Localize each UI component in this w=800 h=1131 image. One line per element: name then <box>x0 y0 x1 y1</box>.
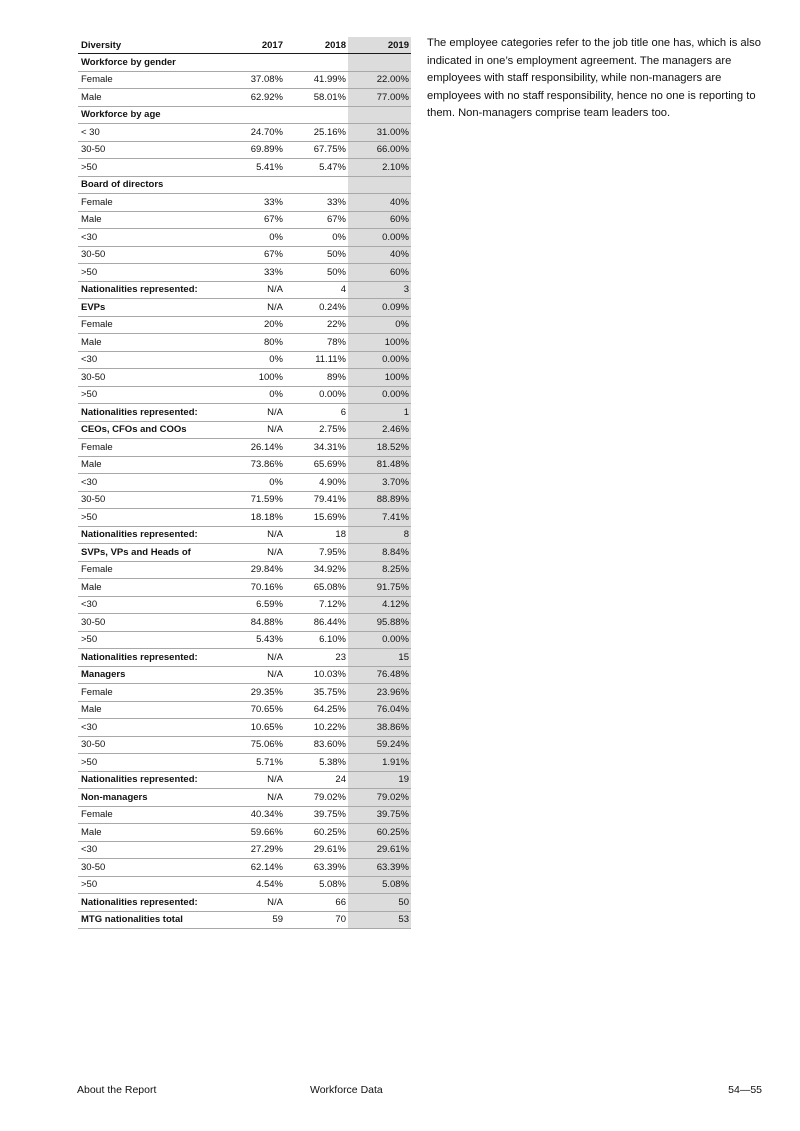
value-2017: 29.84% <box>222 561 285 579</box>
row-label: >50 <box>78 754 222 772</box>
value-2018: 65.08% <box>285 579 348 597</box>
header-diversity: Diversity <box>78 37 222 54</box>
table-row <box>78 264 411 282</box>
row-label: Non-managers <box>78 789 222 807</box>
table-row <box>78 614 411 632</box>
row-label: 30-50 <box>78 246 222 264</box>
table-row <box>78 351 411 369</box>
table-row <box>78 684 411 702</box>
value-2019: 2.10% <box>348 159 411 177</box>
value-2019: 1.91% <box>348 754 411 772</box>
row-label: < 30 <box>78 124 222 142</box>
value-2019: 88.89% <box>348 491 411 509</box>
value-2018: 79.02% <box>285 789 348 807</box>
row-label: 30-50 <box>78 141 222 159</box>
row-label: Female <box>78 71 222 89</box>
row-label: >50 <box>78 509 222 527</box>
value-2019: 100% <box>348 334 411 352</box>
table-row <box>78 211 411 229</box>
table-row <box>78 159 411 177</box>
side-note: The employee categories refer to the job title one has, which is also indicated in one’s employment agreement. The managers are employees with staff responsibility, while non-managers are employees with no staff responsibility, hence no one is reporting to them. Non-managers comprise team leaders too. <box>427 37 761 120</box>
value-2018: 89% <box>285 369 348 387</box>
row-label: Female <box>78 439 222 457</box>
value-2018: 60.25% <box>285 824 348 842</box>
row-label: EVPs <box>78 299 222 317</box>
row-label: Workforce by gender <box>78 54 222 72</box>
value-2018: 34.92% <box>285 561 348 579</box>
value-2017: 59 <box>222 911 285 929</box>
value-2018: 23 <box>285 649 348 667</box>
table-row <box>78 824 411 842</box>
value-2019: 8.84% <box>348 544 411 562</box>
row-label: SVPs, VPs and Heads of <box>78 544 222 562</box>
value-2017: N/A <box>222 299 285 317</box>
row-label: Nationalities represented: <box>78 894 222 912</box>
table-row <box>78 316 411 334</box>
header-2018: 2018 <box>285 37 348 54</box>
value-2019: 0% <box>348 316 411 334</box>
row-label: Managers <box>78 666 222 684</box>
value-2018: 86.44% <box>285 614 348 632</box>
value-2018: 29.61% <box>285 841 348 859</box>
table-row <box>78 334 411 352</box>
value-2019 <box>348 54 411 72</box>
table-row <box>78 229 411 247</box>
table-row <box>78 491 411 509</box>
value-2019: 38.86% <box>348 719 411 737</box>
footer-page-numbers: 54—55 <box>728 1084 762 1096</box>
row-label: 30-50 <box>78 369 222 387</box>
row-label: Nationalities represented: <box>78 771 222 789</box>
value-2017: 80% <box>222 334 285 352</box>
value-2017: 100% <box>222 369 285 387</box>
value-2019: 59.24% <box>348 736 411 754</box>
value-2019: 53 <box>348 911 411 929</box>
value-2017: 59.66% <box>222 824 285 842</box>
row-label: Board of directors <box>78 176 222 194</box>
value-2019: 50 <box>348 894 411 912</box>
value-2018: 39.75% <box>285 806 348 824</box>
value-2017: 0% <box>222 386 285 404</box>
value-2017 <box>222 106 285 124</box>
value-2018: 15.69% <box>285 509 348 527</box>
value-2019: 31.00% <box>348 124 411 142</box>
table-body <box>78 54 411 929</box>
table-row <box>78 666 411 684</box>
value-2017: 71.59% <box>222 491 285 509</box>
value-2018: 6.10% <box>285 631 348 649</box>
value-2019: 7.41% <box>348 509 411 527</box>
value-2018: 34.31% <box>285 439 348 457</box>
value-2019: 15 <box>348 649 411 667</box>
value-2019: 95.88% <box>348 614 411 632</box>
value-2017: 84.88% <box>222 614 285 632</box>
value-2017: 5.43% <box>222 631 285 649</box>
row-label: 30-50 <box>78 736 222 754</box>
value-2018: 22% <box>285 316 348 334</box>
row-label: Nationalities represented: <box>78 404 222 422</box>
value-2018: 33% <box>285 194 348 212</box>
table-row <box>78 124 411 142</box>
row-label: >50 <box>78 876 222 894</box>
table-row <box>78 404 411 422</box>
row-label: 30-50 <box>78 859 222 877</box>
value-2017: 29.35% <box>222 684 285 702</box>
row-label: Female <box>78 194 222 212</box>
value-2018: 0.24% <box>285 299 348 317</box>
value-2019: 39.75% <box>348 806 411 824</box>
value-2019: 0.09% <box>348 299 411 317</box>
table-row <box>78 649 411 667</box>
value-2019: 60% <box>348 211 411 229</box>
table-row <box>78 281 411 299</box>
row-label: >50 <box>78 159 222 177</box>
value-2019: 29.61% <box>348 841 411 859</box>
row-label: 30-50 <box>78 614 222 632</box>
value-2018 <box>285 176 348 194</box>
value-2018: 70 <box>285 911 348 929</box>
value-2019: 1 <box>348 404 411 422</box>
table-row <box>78 299 411 317</box>
row-label: Male <box>78 579 222 597</box>
value-2018 <box>285 106 348 124</box>
value-2019: 60% <box>348 264 411 282</box>
value-2018: 6 <box>285 404 348 422</box>
value-2018: 4 <box>285 281 348 299</box>
value-2017: 0% <box>222 229 285 247</box>
value-2017: 6.59% <box>222 596 285 614</box>
header-2019: 2019 <box>348 37 411 54</box>
value-2018: 10.22% <box>285 719 348 737</box>
table-row <box>78 859 411 877</box>
value-2018: 79.41% <box>285 491 348 509</box>
row-label: <30 <box>78 229 222 247</box>
value-2017: N/A <box>222 404 285 422</box>
table-row <box>78 246 411 264</box>
value-2017: 33% <box>222 194 285 212</box>
table-row <box>78 89 411 107</box>
value-2017: 10.65% <box>222 719 285 737</box>
value-2017: 5.71% <box>222 754 285 772</box>
row-label: Male <box>78 701 222 719</box>
value-2017: N/A <box>222 894 285 912</box>
value-2019: 66.00% <box>348 141 411 159</box>
row-label: Male <box>78 89 222 107</box>
value-2017: 67% <box>222 246 285 264</box>
value-2017: 26.14% <box>222 439 285 457</box>
value-2019: 0.00% <box>348 229 411 247</box>
table-row <box>78 54 411 72</box>
value-2018: 0.00% <box>285 386 348 404</box>
row-label: Female <box>78 684 222 702</box>
table-row <box>78 71 411 89</box>
table-row <box>78 106 411 124</box>
value-2017: 0% <box>222 474 285 492</box>
value-2018: 7.12% <box>285 596 348 614</box>
value-2017: 37.08% <box>222 71 285 89</box>
row-label: CEOs, CFOs and COOs <box>78 421 222 439</box>
value-2018: 67% <box>285 211 348 229</box>
value-2019: 81.48% <box>348 456 411 474</box>
table-row <box>78 911 411 929</box>
table-row <box>78 894 411 912</box>
table-row <box>78 806 411 824</box>
value-2019: 40% <box>348 246 411 264</box>
value-2019: 8 <box>348 526 411 544</box>
value-2019: 76.04% <box>348 701 411 719</box>
value-2017: 40.34% <box>222 806 285 824</box>
value-2018: 67.75% <box>285 141 348 159</box>
value-2018 <box>285 54 348 72</box>
value-2017: 5.41% <box>222 159 285 177</box>
value-2017: N/A <box>222 771 285 789</box>
value-2019: 8.25% <box>348 561 411 579</box>
value-2019: 40% <box>348 194 411 212</box>
value-2018: 50% <box>285 246 348 264</box>
row-label: <30 <box>78 841 222 859</box>
value-2019: 23.96% <box>348 684 411 702</box>
value-2018: 50% <box>285 264 348 282</box>
value-2017: 20% <box>222 316 285 334</box>
value-2017: N/A <box>222 526 285 544</box>
row-label: Nationalities represented: <box>78 649 222 667</box>
value-2018: 78% <box>285 334 348 352</box>
table-row <box>78 579 411 597</box>
value-2017: 62.14% <box>222 859 285 877</box>
value-2017: N/A <box>222 281 285 299</box>
value-2019: 22.00% <box>348 71 411 89</box>
row-label: Male <box>78 456 222 474</box>
value-2019: 19 <box>348 771 411 789</box>
value-2017: 73.86% <box>222 456 285 474</box>
table-row <box>78 841 411 859</box>
value-2019: 3.70% <box>348 474 411 492</box>
table-row <box>78 456 411 474</box>
value-2017: 4.54% <box>222 876 285 894</box>
table-row <box>78 509 411 527</box>
table-header-row <box>78 37 411 54</box>
value-2019: 0.00% <box>348 386 411 404</box>
value-2019: 5.08% <box>348 876 411 894</box>
table-row <box>78 754 411 772</box>
value-2019: 91.75% <box>348 579 411 597</box>
value-2019: 2.46% <box>348 421 411 439</box>
row-label: <30 <box>78 351 222 369</box>
value-2019: 100% <box>348 369 411 387</box>
value-2019 <box>348 106 411 124</box>
value-2019: 3 <box>348 281 411 299</box>
diversity-table <box>78 37 411 929</box>
row-label: Female <box>78 806 222 824</box>
table-row <box>78 194 411 212</box>
value-2017 <box>222 54 285 72</box>
row-label: Male <box>78 824 222 842</box>
row-label: >50 <box>78 386 222 404</box>
value-2017: 62.92% <box>222 89 285 107</box>
table-row <box>78 789 411 807</box>
row-label: Female <box>78 561 222 579</box>
value-2017: 67% <box>222 211 285 229</box>
value-2018: 4.90% <box>285 474 348 492</box>
value-2019: 77.00% <box>348 89 411 107</box>
table-row <box>78 736 411 754</box>
value-2018: 24 <box>285 771 348 789</box>
value-2018: 18 <box>285 526 348 544</box>
row-label: Female <box>78 316 222 334</box>
value-2017: 24.70% <box>222 124 285 142</box>
row-label: 30-50 <box>78 491 222 509</box>
value-2018: 10.03% <box>285 666 348 684</box>
value-2018: 41.99% <box>285 71 348 89</box>
table-row <box>78 474 411 492</box>
value-2017: 70.16% <box>222 579 285 597</box>
table-row <box>78 141 411 159</box>
value-2019: 63.39% <box>348 859 411 877</box>
value-2017: N/A <box>222 421 285 439</box>
header-2017: 2017 <box>222 37 285 54</box>
row-label: Male <box>78 211 222 229</box>
value-2019: 0.00% <box>348 631 411 649</box>
value-2018: 11.11% <box>285 351 348 369</box>
table-row <box>78 719 411 737</box>
table-row <box>78 701 411 719</box>
value-2017: 0% <box>222 351 285 369</box>
value-2018: 25.16% <box>285 124 348 142</box>
value-2018: 66 <box>285 894 348 912</box>
value-2019: 60.25% <box>348 824 411 842</box>
value-2017: 75.06% <box>222 736 285 754</box>
value-2017: 70.65% <box>222 701 285 719</box>
value-2017: N/A <box>222 649 285 667</box>
row-label: Male <box>78 334 222 352</box>
row-label: <30 <box>78 596 222 614</box>
table-row <box>78 369 411 387</box>
row-label: Workforce by age <box>78 106 222 124</box>
table-row <box>78 386 411 404</box>
table-row <box>78 771 411 789</box>
table-row <box>78 876 411 894</box>
value-2017: N/A <box>222 666 285 684</box>
row-label: >50 <box>78 631 222 649</box>
value-2018: 63.39% <box>285 859 348 877</box>
table-row <box>78 526 411 544</box>
value-2018: 7.95% <box>285 544 348 562</box>
value-2017: 33% <box>222 264 285 282</box>
table-row <box>78 439 411 457</box>
value-2017 <box>222 176 285 194</box>
table-row <box>78 631 411 649</box>
table-row <box>78 561 411 579</box>
table-row <box>78 421 411 439</box>
value-2018: 0% <box>285 229 348 247</box>
value-2017: 27.29% <box>222 841 285 859</box>
row-label: Nationalities represented: <box>78 526 222 544</box>
value-2019: 18.52% <box>348 439 411 457</box>
table-row <box>78 596 411 614</box>
value-2018: 64.25% <box>285 701 348 719</box>
value-2019: 0.00% <box>348 351 411 369</box>
value-2018: 5.47% <box>285 159 348 177</box>
row-label: MTG nationalities total <box>78 911 222 929</box>
value-2017: 18.18% <box>222 509 285 527</box>
value-2019: 76.48% <box>348 666 411 684</box>
value-2017: N/A <box>222 789 285 807</box>
row-label: <30 <box>78 719 222 737</box>
footer-about-report[interactable]: About the Report <box>77 1084 157 1096</box>
value-2019: 79.02% <box>348 789 411 807</box>
value-2017: 69.89% <box>222 141 285 159</box>
row-label: >50 <box>78 264 222 282</box>
value-2018: 5.08% <box>285 876 348 894</box>
value-2018: 35.75% <box>285 684 348 702</box>
value-2018: 58.01% <box>285 89 348 107</box>
value-2018: 5.38% <box>285 754 348 772</box>
value-2018: 65.69% <box>285 456 348 474</box>
value-2018: 83.60% <box>285 736 348 754</box>
value-2019 <box>348 176 411 194</box>
row-label: Nationalities represented: <box>78 281 222 299</box>
value-2019: 4.12% <box>348 596 411 614</box>
value-2018: 2.75% <box>285 421 348 439</box>
table-row <box>78 544 411 562</box>
footer-section-title: Workforce Data <box>310 1084 383 1096</box>
table-row <box>78 176 411 194</box>
row-label: <30 <box>78 474 222 492</box>
value-2017: N/A <box>222 544 285 562</box>
